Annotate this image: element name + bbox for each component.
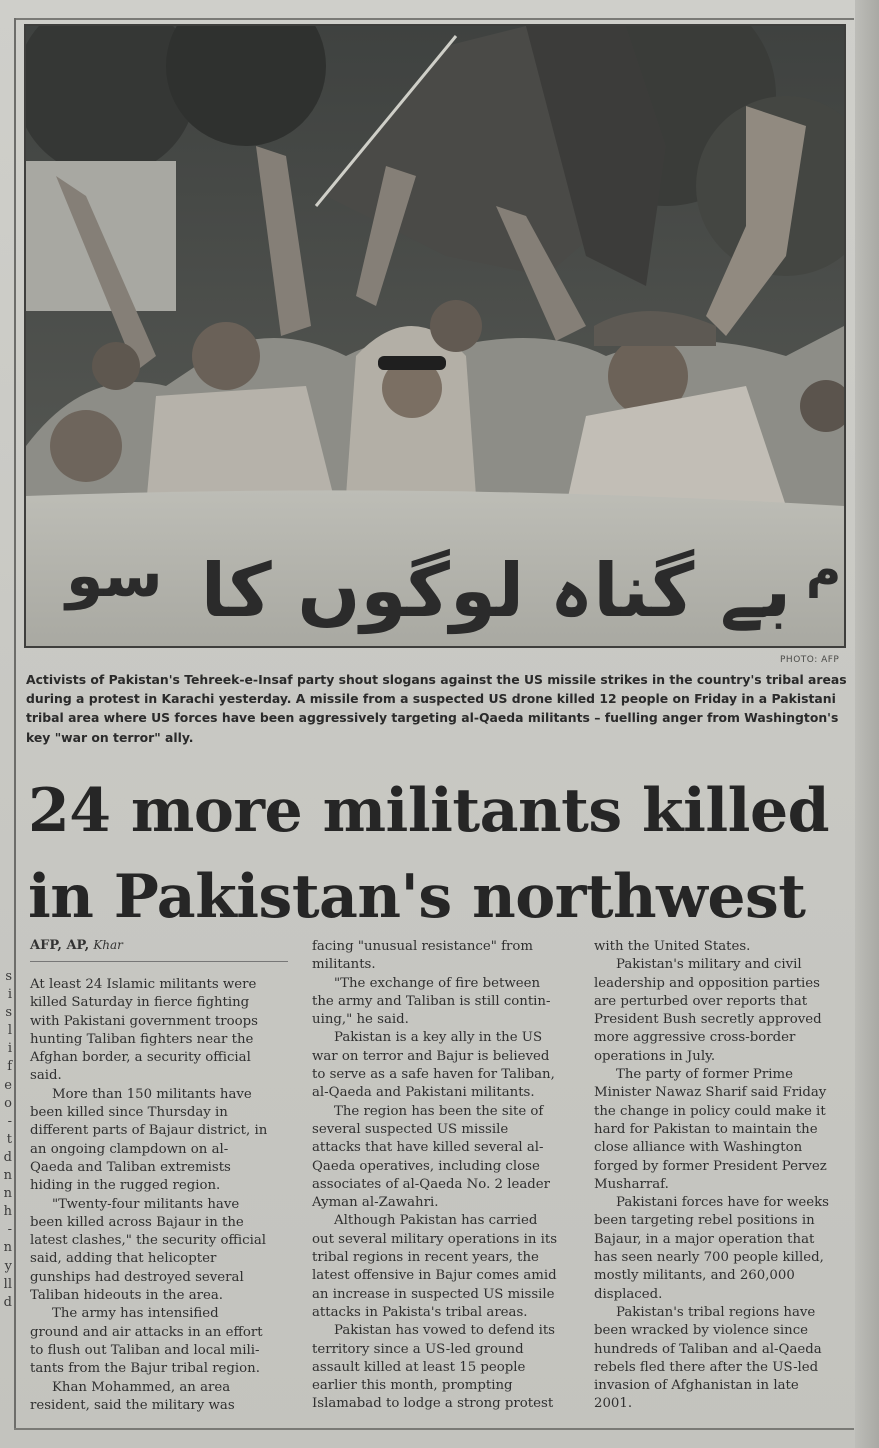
article-column-3: with the United States. Pakistan's military and civil leadership and opposition parties are perturbed over reports that President Bush secretly approved more aggressive cross-border operations in July. The party of former Prime Minister Nawaz Sharif said Friday the change in policy could make it hard for Pakistan to maintain the close alliance with Washington forged by former President Pervez Musharraf. Pakistani forces have for weeks been targeting rebel positions in Bajaur, in a major operation that has seen nearly 700 people killed, mostly militants, and 260,000 displaced. Pakistan's tribal regions have been wracked by violence since hundreds of Taliban and al-Qaeda rebels fled there after the US-led invasion of Afghanistan in late 2001. bbox=[594, 939, 829, 1412]
byline: AFP, AP, Khar bbox=[30, 938, 123, 953]
page-edge bbox=[855, 0, 879, 1448]
photo-caption: Activists of Pakistan's Tehreek-e-Insaf party shout slogans against the US missile strikes in the country's tribal areas during a protest in Karachi yesterday. A missile from a suspected US drone killed 12 people on Friday in a Pakistani tribal area where US forces have been aggressively targeting al-Qaeda militants – fuelling anger from Washington's key "war on terror" ally. bbox=[26, 672, 847, 745]
article-column-2: facing "unusual resistance" from militants. "The exchange of fire between the army and Taliban is still contin- uing," he said. Pakistan is a key ally in the US war on terror and Bajur is believed to serve as a safe haven for Taliban, al-Qaeda and Pakistani militants. The region has been the site of several suspected US missile attacks that have killed several al- Qaeda operatives, including close associates of al-Qaeda No. 2 leader Ayman al-Zawahri. Although Pakistan has carried out several military operations in its tribal regions in recent years, the latest offensive in Bajur comes amid an increase in suspected US missile attacks in Pakista's tribal areas. Pakistan has vowed to defend its territory since a US-led ground assault killed at least 15 people earlier this month, prompting Islamabad to lodge a strong protest bbox=[312, 939, 558, 1412]
article-column-1: At least 24 Islamic militants were killed Saturday in fierce fighting with Pakistani government troops hunting Taliban fighters near the Afghan border, a security official said. More than 150 militants have been killed since Thursday in different parts of Bajaur district, in an ongoing clampdown on al- Qaeda and Taliban extremists hiding in the rugged region. "Twenty-four militants have been killed across Bajaur in the latest clashes," the security official said, adding that helicopter gunships had destroyed several Taliban hideouts in the area. The army has intensified ground and air attacks in an effort to flush out Taliban and local mili- tants from the Bajur tribal region. Khan Mohammed, an area resident, said the military was bbox=[30, 977, 268, 1413]
bottom-rule bbox=[14, 1428, 854, 1430]
protester-head bbox=[192, 322, 260, 390]
photo-credit: PHOTO: AFP bbox=[780, 655, 840, 665]
adjacent-column-fragment: s i s l i f e o - t d n n h - n y ll d bbox=[3, 969, 12, 1310]
svg-text:م: م bbox=[806, 542, 842, 598]
byline-rule bbox=[30, 961, 288, 962]
top-rule bbox=[14, 18, 854, 20]
column-rule bbox=[14, 18, 16, 1428]
svg-text:سو: سو bbox=[66, 541, 163, 611]
banner-text: بے گناہ لوگوں کا bbox=[200, 548, 792, 634]
protest-photo bbox=[24, 24, 846, 648]
headline: 24 more militants killed in Pakistan's northwest bbox=[28, 776, 830, 932]
